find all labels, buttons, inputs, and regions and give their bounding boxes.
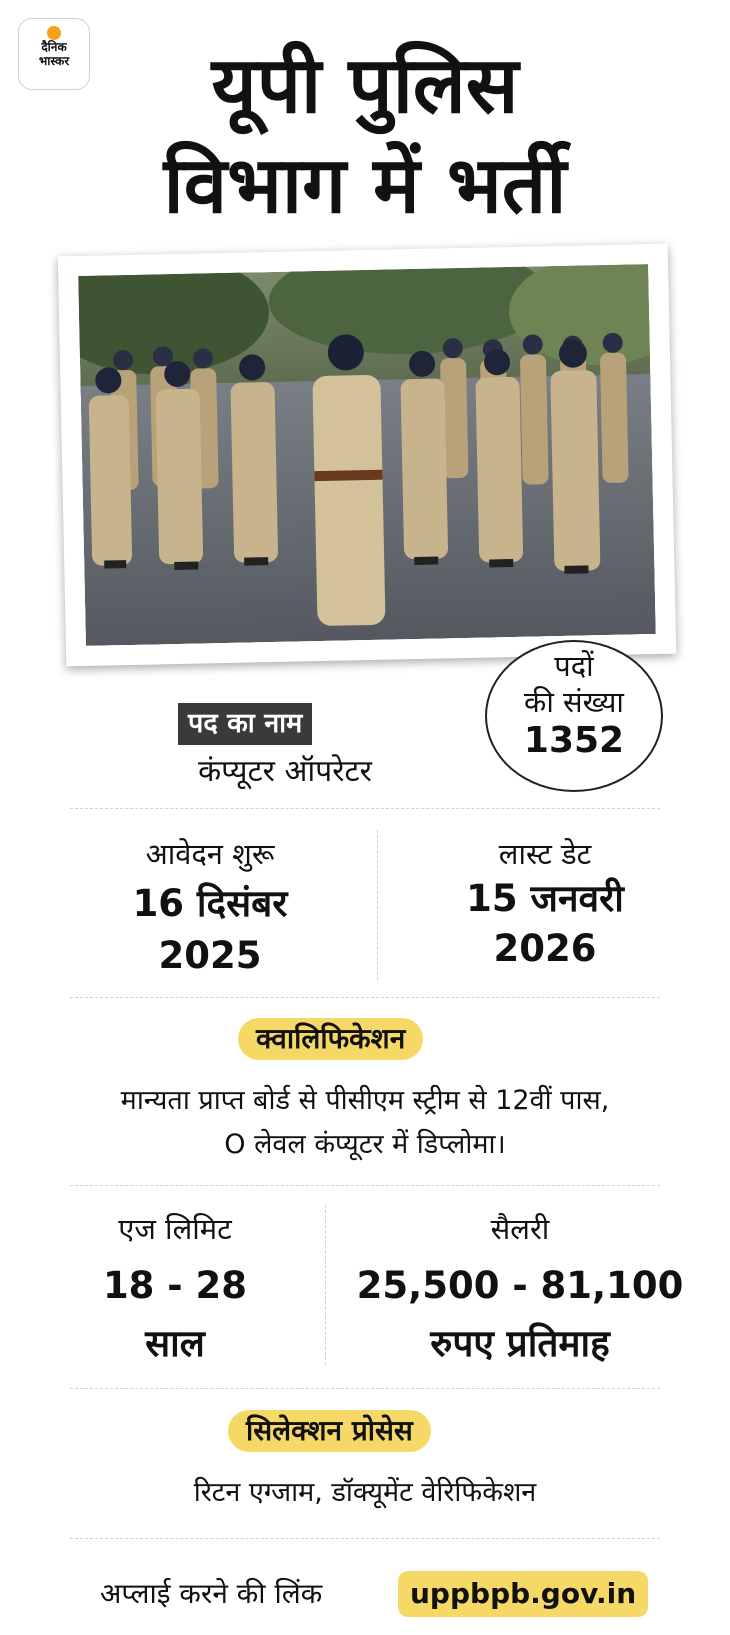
post-name-label: पद का नाम — [178, 703, 312, 745]
age-limit-unit: साल — [145, 1322, 205, 1365]
last-date-year: 2026 — [493, 927, 597, 970]
post-name-value: कंप्यूटर ऑपरेटर — [198, 754, 372, 789]
last-date-label: लास्ट डेट — [498, 837, 592, 871]
divider — [70, 997, 660, 998]
vertical-divider — [377, 830, 378, 980]
page-title-line-1: यूपी पुलिस — [211, 41, 519, 131]
salary-label: सैलरी — [490, 1212, 550, 1246]
divider — [70, 1388, 660, 1389]
posts-count-label-2: की संख्या — [524, 685, 624, 719]
salary-range: 25,500 - 81,100 — [356, 1264, 684, 1307]
apply-link[interactable]: uppbpb.gov.in — [398, 1571, 648, 1617]
page-title-line-2: विभाग में भर्ती — [163, 141, 567, 231]
age-limit-label: एज लिमिट — [118, 1212, 232, 1246]
qualification-line-1: मान्यता प्राप्त बोर्ड से पीसीएम स्ट्रीम से 12वीं पास, — [120, 1085, 610, 1116]
vertical-divider — [325, 1205, 326, 1365]
posts-count-label-1: पदों — [554, 649, 594, 683]
age-limit-range: 18 - 28 — [102, 1264, 248, 1307]
posts-count-value: 1352 — [523, 720, 625, 761]
logo-line-2: भास्कर — [38, 54, 70, 68]
divider — [70, 1185, 660, 1186]
sun-icon — [47, 26, 61, 40]
divider — [70, 808, 660, 809]
photo-frame — [58, 244, 676, 667]
police-march-photo — [78, 264, 656, 646]
apply-link-label: अप्लाई करने की लिंक — [100, 1577, 323, 1610]
application-start-date: 16 दिसंबर — [132, 882, 288, 925]
selection-process-text: रिटन एग्जाम, डॉक्यूमेंट वेरिफिकेशन — [193, 1477, 537, 1508]
logo-line-1: दैनिक — [41, 40, 67, 54]
application-start-year: 2025 — [158, 934, 262, 977]
qualification-heading: क्वालिफिकेशन — [238, 1018, 423, 1060]
selection-process-heading: सिलेक्शन प्रोसेस — [228, 1410, 431, 1452]
qualification-line-2: O लेवल कंप्यूटर में डिप्लोमा। — [224, 1129, 506, 1160]
posts-count-badge — [485, 640, 663, 792]
salary-unit: रुपए प्रतिमाह — [430, 1322, 610, 1365]
divider — [70, 1538, 660, 1539]
last-date: 15 जनवरी — [466, 877, 624, 920]
application-start-label: आवेदन शुरू — [145, 837, 275, 871]
